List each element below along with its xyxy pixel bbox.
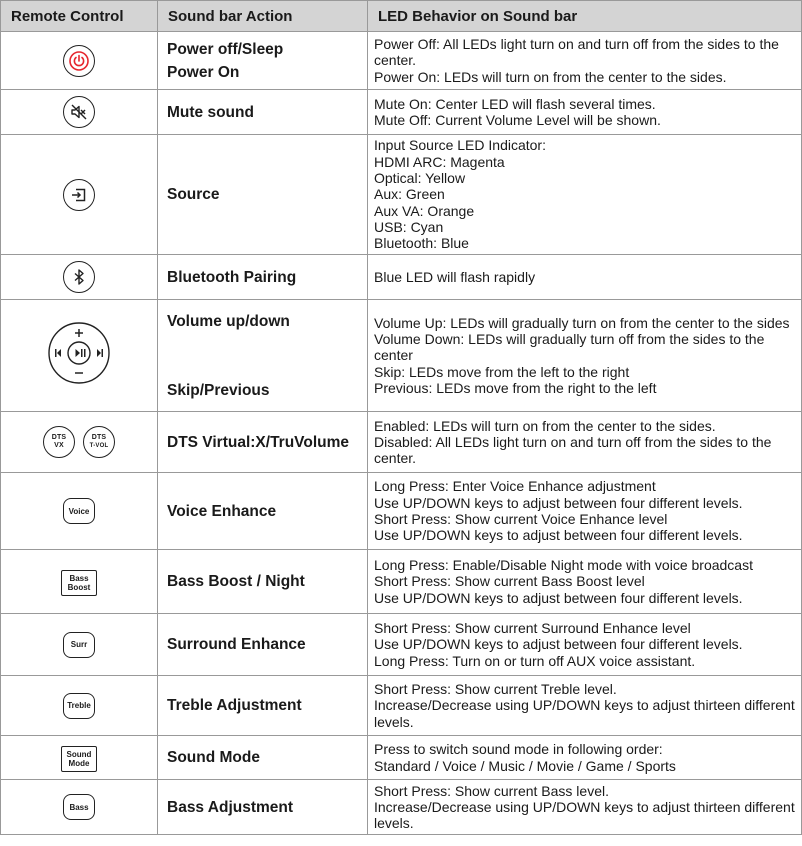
action-cell (158, 90, 368, 135)
led-text: Use UP/DOWN keys to adjust between four different levels. (374, 636, 743, 653)
action-label: Source (167, 186, 220, 203)
remote-cell (1, 614, 158, 676)
icon-label: DTS (91, 434, 107, 441)
action-label: Mute sound (167, 103, 254, 121)
power-icon (63, 45, 95, 77)
icon-label: Mode (68, 758, 90, 768)
led-text: Mute On: Center LED will flash several times. (374, 95, 656, 112)
action-label: Skip/Previous (167, 381, 270, 399)
led-cell (368, 300, 802, 412)
icon-label: Boost (67, 582, 91, 592)
led-cell (368, 614, 802, 676)
table-row (1, 412, 802, 473)
led-text: Short Press: Show current Voice Enhance level (374, 511, 668, 527)
remote-cell (1, 473, 158, 550)
header-remote-control: Remote Control (1, 1, 158, 32)
source-icon (63, 179, 95, 211)
led-text: Power On: LEDs will turn on from the center to the sides. (374, 68, 727, 85)
action-label: Volume up/down (167, 312, 290, 330)
action-cell (158, 614, 368, 676)
treble-icon (63, 693, 95, 719)
remote-cell (1, 676, 158, 736)
led-text: Bluetooth: Blue (374, 235, 469, 252)
action-cell (158, 676, 368, 736)
action-label: Power On (167, 63, 240, 81)
led-text: Volume Down: LEDs will gradually turn off from the sides to the center (374, 331, 765, 364)
icon-label: Bass (69, 573, 89, 583)
action-cell (158, 473, 368, 550)
led-cell (368, 90, 802, 135)
table-row (1, 255, 802, 300)
icon-label: Sound (66, 749, 92, 759)
remote-cell (1, 412, 158, 473)
led-text: Aux VA: Orange (374, 202, 475, 219)
remote-cell (1, 32, 158, 90)
dts-vx-icon (43, 426, 75, 458)
header-led-behavior: LED Behavior on Sound bar (368, 1, 802, 32)
led-text: Optical: Yellow (374, 170, 466, 187)
remote-cell (1, 550, 158, 614)
led-text: Long Press: Enable/Disable Night mode with voice broadcast (374, 557, 753, 574)
led-text: Use UP/DOWN keys to adjust between four different levels. (374, 589, 743, 606)
header-sound-bar-action: Sound bar Action (158, 1, 368, 32)
table-row (1, 473, 802, 550)
led-text: Press to switch sound mode in following order: (374, 741, 663, 758)
action-label: Sound Mode (167, 749, 260, 766)
led-text: Blue LED will flash rapidly (374, 268, 536, 285)
remote-cell (1, 255, 158, 300)
led-cell (368, 412, 802, 473)
led-text: Skip: LEDs move from the left to the right (374, 363, 630, 380)
led-text: Short Press: Show current Bass level. (374, 782, 609, 799)
icon-label: Treble (67, 701, 91, 710)
led-cell (368, 255, 802, 300)
bass-boost-icon (61, 570, 97, 596)
led-text: Standard / Voice / Music / Movie / Game / Sports (374, 757, 676, 774)
action-cell (158, 736, 368, 780)
action-label: Bass Boost / Night (167, 573, 305, 590)
icon-label: Voice (68, 506, 90, 516)
table-row (1, 135, 802, 255)
icon-label: DTS (51, 434, 67, 441)
action-label: Treble Adjustment (167, 697, 302, 714)
table-row (1, 90, 802, 135)
led-text: Short Press: Show current Treble level. (374, 681, 617, 698)
led-cell (368, 473, 802, 550)
remote-cell (1, 780, 158, 835)
table-row (1, 550, 802, 614)
led-text: Long Press: Enter Voice Enhance adjustment (374, 478, 656, 495)
led-text: Disabled: All LEDs light turn on and turn off from the sides to the center. (374, 433, 772, 467)
action-label: Power off/Sleep (167, 40, 284, 58)
led-text: Increase/Decrease using UP/DOWN keys to adjust thirteen different levels. (374, 798, 795, 832)
led-text: Enabled: LEDs will turn on from the center to the sides. (374, 417, 716, 434)
led-text: Aux: Green (374, 186, 445, 203)
action-cell (158, 135, 368, 255)
action-cell (158, 550, 368, 614)
led-text: Power Off: All LEDs light turn on and turn off from the sides to the center. (374, 36, 779, 69)
table-row (1, 676, 802, 736)
action-cell (158, 780, 368, 835)
icon-label: Bass (69, 802, 89, 812)
led-text: Use UP/DOWN keys to adjust between four different levels. (374, 527, 743, 544)
led-text: Short Press: Show current Bass Boost level (374, 573, 645, 590)
icon-label: VX (54, 442, 64, 449)
icon-label: T-VOL (89, 443, 109, 449)
bass-icon (63, 794, 95, 820)
remote-cell (1, 90, 158, 135)
dts-icons (43, 426, 115, 458)
led-cell (368, 676, 802, 736)
action-cell (158, 412, 368, 473)
led-cell (368, 135, 802, 255)
action-label: Surround Enhance (167, 636, 306, 653)
led-text: HDMI ARC: Magenta (374, 153, 505, 170)
action-cell (158, 32, 368, 90)
navigation-pad-icon (47, 321, 111, 390)
led-text: Mute Off: Current Volume Level will be shown. (374, 112, 661, 128)
led-text: Input Source LED Indicator: (374, 137, 546, 154)
led-cell (368, 32, 802, 90)
action-cell (158, 300, 368, 412)
action-label: Voice Enhance (167, 502, 277, 520)
remote-cell (1, 300, 158, 412)
led-text: Use UP/DOWN keys to adjust between four different levels. (374, 494, 743, 511)
icon-label: Surr (70, 640, 88, 649)
led-text: USB: Cyan (374, 218, 444, 235)
action-label: Bluetooth Pairing (167, 268, 297, 286)
table-row (1, 614, 802, 676)
led-text: Previous: LEDs move from the right to the left (374, 379, 657, 396)
mute-icon (63, 96, 95, 128)
table-row (1, 32, 802, 90)
remote-cell (1, 736, 158, 780)
led-cell (368, 550, 802, 614)
dts-tvol-icon (83, 426, 115, 458)
table-header-row (1, 1, 802, 32)
led-cell (368, 736, 802, 780)
sound-mode-icon (61, 746, 97, 772)
surround-icon (63, 632, 95, 658)
led-text: Long Press: Turn on or turn off AUX voice assistant. (374, 652, 696, 669)
led-text: Short Press: Show current Surround Enhance level (374, 620, 691, 637)
action-cell (158, 255, 368, 300)
led-text: Increase/Decrease using UP/DOWN keys to adjust thirteen different levels. (374, 697, 795, 730)
led-text: Volume Up: LEDs will gradually turn on from the center to the sides (374, 314, 790, 331)
table-row (1, 780, 802, 835)
voice-icon (63, 498, 95, 524)
table-row (1, 736, 802, 780)
action-label: DTS Virtual:X/TruVolume (167, 433, 350, 451)
table-row (1, 300, 802, 412)
action-label: Bass Adjustment (167, 798, 294, 816)
led-cell (368, 780, 802, 835)
bluetooth-icon (63, 261, 95, 293)
remote-cell (1, 135, 158, 255)
